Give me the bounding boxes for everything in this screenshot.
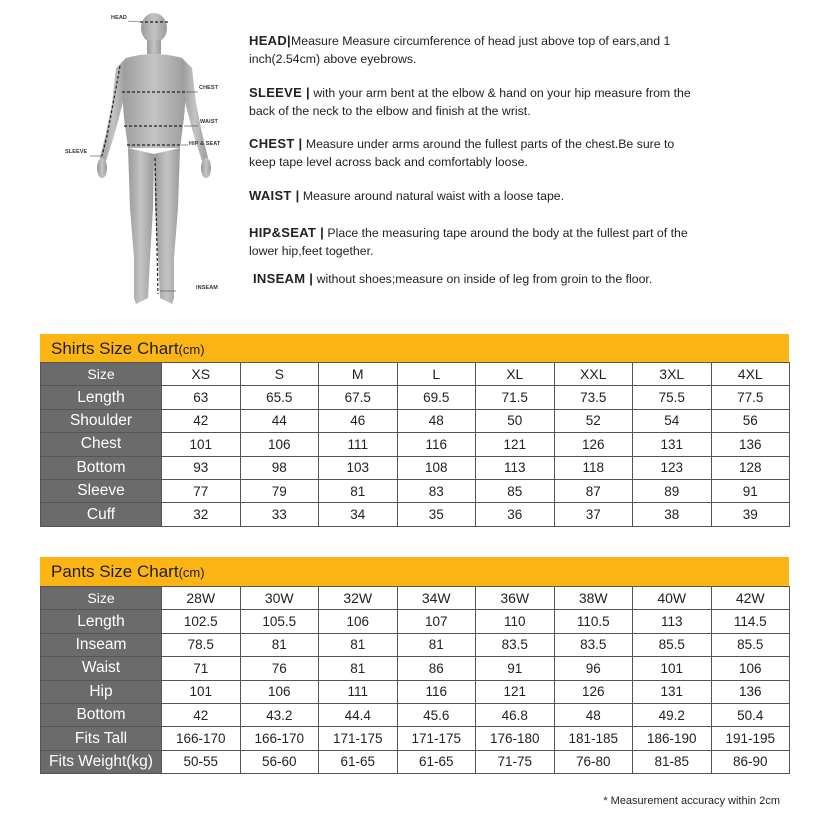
table-cell: 54	[633, 409, 712, 432]
table-cell: 83.5	[476, 633, 555, 656]
table-cell: 106	[240, 433, 319, 456]
table-cell: 48	[554, 703, 633, 726]
table-cell: 44.4	[319, 703, 398, 726]
table-cell: 34	[319, 503, 398, 526]
row-header: Waist	[41, 657, 162, 680]
table-cell: 65.5	[240, 386, 319, 409]
table-row	[41, 409, 790, 432]
size-header-cell: 32W	[319, 587, 398, 610]
table-cell: 81-85	[633, 750, 712, 773]
table-cell: 166-170	[162, 727, 241, 750]
instruction-sleeve-label: SLEEVE |	[249, 85, 310, 100]
table-row	[41, 610, 790, 633]
table-row	[41, 703, 790, 726]
instruction-chest-label: CHEST |	[249, 136, 303, 151]
size-header-cell: 34W	[397, 587, 476, 610]
instruction-waist-label: WAIST |	[249, 188, 300, 203]
table-cell: 86	[397, 657, 476, 680]
size-header-cell: 40W	[633, 587, 712, 610]
row-header: Bottom	[41, 456, 162, 479]
table-cell: 136	[711, 433, 790, 456]
table-cell: 107	[397, 610, 476, 633]
table-row	[41, 386, 790, 409]
table-cell: 98	[240, 456, 319, 479]
instruction-sleeve	[249, 84, 691, 120]
table-cell: 45.6	[397, 703, 476, 726]
instruction-head-text: Measure Measure circumference of head just above top of ears,and 1	[290, 34, 671, 48]
table-cell: 46	[319, 409, 398, 432]
table-row	[41, 456, 790, 479]
table-cell: 91	[476, 657, 555, 680]
instruction-head	[249, 32, 670, 68]
table-cell: 101	[162, 433, 241, 456]
instruction-hip-text: Place the measuring tape around the body at the fullest part of the	[324, 226, 688, 240]
table-cell: 113	[476, 456, 555, 479]
table-cell: 48	[397, 409, 476, 432]
figure-label-inseam: INSEAM	[196, 285, 218, 291]
table-row	[41, 633, 790, 656]
table-cell: 89	[633, 479, 712, 502]
table-cell: 136	[711, 680, 790, 703]
row-header: Inseam	[41, 633, 162, 656]
table-cell: 91	[711, 479, 790, 502]
table-cell: 116	[397, 680, 476, 703]
table-cell: 116	[397, 433, 476, 456]
measurement-accuracy-note: * Measurement accuracy within 2cm	[603, 795, 780, 807]
table-cell: 126	[554, 433, 633, 456]
row-header: Size	[41, 587, 162, 610]
instruction-hip-label: HIP&SEAT |	[249, 225, 325, 240]
instruction-inseam	[253, 270, 652, 288]
instruction-chest-text-2: keep tape level across back and comfortably loose.	[249, 155, 528, 169]
row-header: Hip	[41, 680, 162, 703]
table-cell: 61-65	[319, 750, 398, 773]
table-cell: 38	[633, 503, 712, 526]
table-cell: 85.5	[633, 633, 712, 656]
table-cell: 85	[476, 479, 555, 502]
table-cell: 128	[711, 456, 790, 479]
size-header-cell: 42W	[711, 587, 790, 610]
size-header-cell: M	[319, 363, 398, 386]
table-cell: 113	[633, 610, 712, 633]
table-cell: 75.5	[633, 386, 712, 409]
size-header-cell: 30W	[240, 587, 319, 610]
table-row	[41, 727, 790, 750]
table-row	[41, 363, 790, 386]
table-row	[41, 433, 790, 456]
instruction-sleeve-text-2: back of the neck to the elbow and finish at the wrist.	[249, 104, 531, 118]
human-silhouette-icon	[60, 8, 240, 318]
shirts-chart-title	[40, 334, 789, 363]
table-cell: 83.5	[554, 633, 633, 656]
table-cell: 93	[162, 456, 241, 479]
instruction-chest	[249, 135, 674, 171]
table-cell: 77.5	[711, 386, 790, 409]
table-cell: 36	[476, 503, 555, 526]
size-header-cell: XS	[162, 363, 241, 386]
instruction-hip-seat	[249, 224, 688, 260]
table-cell: 126	[554, 680, 633, 703]
shirts-chart-title-text: Shirts Size Chart	[51, 339, 179, 358]
table-cell: 171-175	[319, 727, 398, 750]
table-cell: 86-90	[711, 750, 790, 773]
body-measurement-figure	[60, 8, 240, 318]
row-header: Fits Tall	[41, 727, 162, 750]
shirts-chart-unit: (cm)	[178, 342, 205, 357]
instruction-head-label: HEAD|	[249, 33, 291, 48]
table-cell: 81	[240, 633, 319, 656]
table-row	[41, 680, 790, 703]
row-header: Length	[41, 386, 162, 409]
table-cell: 96	[554, 657, 633, 680]
table-cell: 56	[711, 409, 790, 432]
table-cell: 186-190	[633, 727, 712, 750]
table-cell: 121	[476, 680, 555, 703]
instruction-inseam-text: without shoes;measure on inside of leg from groin to the floor.	[313, 272, 653, 286]
table-cell: 118	[554, 456, 633, 479]
table-cell: 111	[319, 433, 398, 456]
row-header: Size	[41, 363, 162, 386]
table-cell: 33	[240, 503, 319, 526]
size-header-cell: 4XL	[711, 363, 790, 386]
table-cell: 50.4	[711, 703, 790, 726]
table-cell: 73.5	[554, 386, 633, 409]
table-cell: 63	[162, 386, 241, 409]
table-row	[41, 503, 790, 526]
shirts-size-table	[40, 362, 790, 527]
row-header: Length	[41, 610, 162, 633]
table-cell: 79	[240, 479, 319, 502]
instruction-hip-text-2: lower hip,feet together.	[249, 244, 374, 258]
row-header: Fits Weight(kg)	[41, 750, 162, 773]
table-cell: 123	[633, 456, 712, 479]
table-cell: 105.5	[240, 610, 319, 633]
row-header: Chest	[41, 433, 162, 456]
instruction-head-text-2: inch(2.54cm) above eyebrows.	[249, 52, 417, 66]
table-cell: 176-180	[476, 727, 555, 750]
size-header-cell: 28W	[162, 587, 241, 610]
figure-label-head: HEAD	[111, 15, 127, 21]
table-cell: 56-60	[240, 750, 319, 773]
table-cell: 171-175	[397, 727, 476, 750]
pants-chart-unit: (cm)	[178, 565, 205, 580]
table-cell: 81	[397, 633, 476, 656]
table-cell: 106	[711, 657, 790, 680]
table-cell: 52	[554, 409, 633, 432]
size-header-cell: 36W	[476, 587, 555, 610]
instruction-chest-text: Measure under arms around the fullest parts of the chest.Be sure to	[302, 137, 675, 151]
size-header-cell: 3XL	[633, 363, 712, 386]
table-cell: 44	[240, 409, 319, 432]
table-cell: 43.2	[240, 703, 319, 726]
table-cell: 78.5	[162, 633, 241, 656]
table-row	[41, 657, 790, 680]
table-cell: 76	[240, 657, 319, 680]
table-cell: 35	[397, 503, 476, 526]
table-cell: 114.5	[711, 610, 790, 633]
pants-size-table	[40, 586, 790, 774]
table-cell: 42	[162, 703, 241, 726]
table-cell: 32	[162, 503, 241, 526]
table-cell: 191-195	[711, 727, 790, 750]
table-cell: 106	[240, 680, 319, 703]
table-cell: 81	[319, 657, 398, 680]
row-header: Cuff	[41, 503, 162, 526]
instruction-inseam-label: INSEAM |	[253, 271, 314, 286]
instruction-sleeve-text: with your arm bent at the elbow & hand on your hip measure from the	[309, 86, 691, 100]
table-cell: 42	[162, 409, 241, 432]
table-cell: 108	[397, 456, 476, 479]
table-cell: 103	[319, 456, 398, 479]
table-cell: 101	[633, 657, 712, 680]
table-cell: 49.2	[633, 703, 712, 726]
table-row	[41, 750, 790, 773]
table-cell: 67.5	[319, 386, 398, 409]
table-cell: 85.5	[711, 633, 790, 656]
instruction-waist-text: Measure around natural waist with a loose tape.	[299, 189, 565, 203]
table-cell: 77	[162, 479, 241, 502]
size-header-cell: XXL	[554, 363, 633, 386]
table-cell: 46.8	[476, 703, 555, 726]
size-header-cell: XL	[476, 363, 555, 386]
table-cell: 50	[476, 409, 555, 432]
table-cell: 166-170	[240, 727, 319, 750]
table-cell: 181-185	[554, 727, 633, 750]
table-cell: 110.5	[554, 610, 633, 633]
row-header: Shoulder	[41, 409, 162, 432]
table-cell: 71	[162, 657, 241, 680]
row-header: Sleeve	[41, 479, 162, 502]
table-cell: 101	[162, 680, 241, 703]
table-cell: 71.5	[476, 386, 555, 409]
table-cell: 76-80	[554, 750, 633, 773]
pants-chart-title	[40, 557, 789, 586]
instruction-waist	[249, 187, 564, 205]
table-cell: 131	[633, 680, 712, 703]
table-cell: 81	[319, 479, 398, 502]
figure-label-waist: WAIST	[200, 119, 218, 125]
size-header-cell: 38W	[554, 587, 633, 610]
table-cell: 71-75	[476, 750, 555, 773]
table-cell: 131	[633, 433, 712, 456]
figure-label-hip-seat: HIP & SEAT	[189, 141, 221, 147]
table-cell: 121	[476, 433, 555, 456]
size-header-cell: S	[240, 363, 319, 386]
figure-label-chest: CHEST	[199, 85, 219, 91]
table-cell: 69.5	[397, 386, 476, 409]
table-cell: 111	[319, 680, 398, 703]
table-cell: 81	[319, 633, 398, 656]
size-header-cell: L	[397, 363, 476, 386]
pants-chart-title-text: Pants Size Chart	[51, 562, 179, 581]
table-cell: 83	[397, 479, 476, 502]
table-cell: 50-55	[162, 750, 241, 773]
row-header: Bottom	[41, 703, 162, 726]
figure-label-sleeve: SLEEVE	[65, 149, 88, 155]
table-cell: 102.5	[162, 610, 241, 633]
table-row	[41, 587, 790, 610]
table-cell: 110	[476, 610, 555, 633]
table-cell: 39	[711, 503, 790, 526]
table-cell: 61-65	[397, 750, 476, 773]
table-cell: 87	[554, 479, 633, 502]
table-cell: 37	[554, 503, 633, 526]
table-row	[41, 479, 790, 502]
table-cell: 106	[319, 610, 398, 633]
